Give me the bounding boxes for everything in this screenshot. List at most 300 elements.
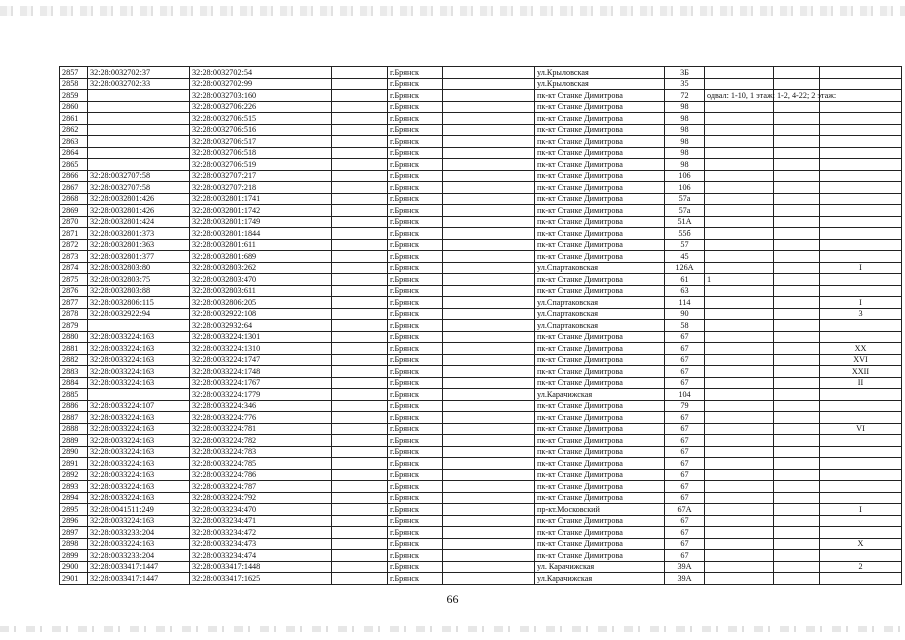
unit-cell: I — [820, 504, 902, 516]
parcel-cadastral-number: 32:28:0041511:249 — [88, 504, 190, 516]
city-cell: г.Брянск — [388, 124, 443, 136]
blank-column — [332, 262, 388, 274]
house-number-cell: 72 — [665, 90, 705, 102]
city-cell: г.Брянск — [388, 515, 443, 527]
city-cell: г.Брянск — [388, 101, 443, 113]
blank-column-2 — [443, 170, 535, 182]
city-cell: г.Брянск — [388, 285, 443, 297]
row-number: 2886 — [60, 400, 88, 412]
row-number: 2865 — [60, 159, 88, 171]
blank-column-2 — [443, 78, 535, 90]
blank-column-2 — [443, 515, 535, 527]
house-number-cell: 67 — [665, 515, 705, 527]
blank-column-2 — [443, 481, 535, 493]
unit-cell — [820, 458, 902, 470]
parcel-cadastral-number — [88, 136, 190, 148]
street-cell: пк-кт Станке Димитрова — [535, 538, 665, 550]
table-row — [60, 435, 902, 447]
blank-column-2 — [443, 274, 535, 286]
street-cell: пк-кт Станке Димитрова — [535, 170, 665, 182]
blank-column-3 — [774, 354, 820, 366]
blank-column-3 — [774, 320, 820, 332]
row-number: 2864 — [60, 147, 88, 159]
blank-column-2 — [443, 492, 535, 504]
object-cadastral-number: 32:28:0033224:787 — [190, 481, 332, 493]
row-number: 2867 — [60, 182, 88, 194]
row-number: 2879 — [60, 320, 88, 332]
blank-column-3 — [774, 78, 820, 90]
room-cell — [705, 458, 774, 470]
city-cell: г.Брянск — [388, 170, 443, 182]
house-number-cell: 98 — [665, 101, 705, 113]
room-cell — [705, 469, 774, 481]
city-cell: г.Брянск — [388, 216, 443, 228]
row-number: 2892 — [60, 469, 88, 481]
parcel-cadastral-number — [88, 90, 190, 102]
object-cadastral-number: 32:28:0032932:64 — [190, 320, 332, 332]
city-cell: г.Брянск — [388, 159, 443, 171]
object-cadastral-number: 32:28:0032922:108 — [190, 308, 332, 320]
room-cell — [705, 159, 774, 171]
blank-column-3 — [774, 527, 820, 539]
room-cell — [705, 308, 774, 320]
unit-cell: XX — [820, 343, 902, 355]
parcel-cadastral-number: 32:28:0032702:37 — [88, 67, 190, 79]
row-number: 2890 — [60, 446, 88, 458]
blank-column — [332, 331, 388, 343]
room-cell — [705, 170, 774, 182]
blank-column — [332, 481, 388, 493]
parcel-cadastral-number — [88, 113, 190, 125]
street-cell: пк-кт Станке Димитрова — [535, 124, 665, 136]
row-number: 2900 — [60, 561, 88, 573]
table-row — [60, 228, 902, 240]
blank-column — [332, 67, 388, 79]
row-number: 2901 — [60, 573, 88, 585]
city-cell: г.Брянск — [388, 538, 443, 550]
street-cell: ул. Карачижская — [535, 561, 665, 573]
object-cadastral-number: 32:28:0032702:54 — [190, 67, 332, 79]
room-cell — [705, 147, 774, 159]
unit-cell — [820, 113, 902, 125]
row-number: 2899 — [60, 550, 88, 562]
blank-column-3 — [774, 216, 820, 228]
blank-column-3 — [774, 504, 820, 516]
table-row — [60, 67, 902, 79]
city-cell: г.Брянск — [388, 320, 443, 332]
row-number: 2868 — [60, 193, 88, 205]
city-cell: г.Брянск — [388, 550, 443, 562]
register-rows — [60, 67, 902, 585]
blank-column-2 — [443, 458, 535, 470]
object-cadastral-number: 32:28:0032706:226 — [190, 101, 332, 113]
unit-cell — [820, 331, 902, 343]
blank-column — [332, 78, 388, 90]
blank-column-3 — [774, 458, 820, 470]
row-number: 2889 — [60, 435, 88, 447]
table-row — [60, 90, 902, 102]
blank-column-3 — [774, 193, 820, 205]
object-cadastral-number: 32:28:0032803:470 — [190, 274, 332, 286]
blank-column — [332, 504, 388, 516]
object-cadastral-number: 32:28:0032706:515 — [190, 113, 332, 125]
table-row — [60, 492, 902, 504]
house-number-cell: 55б — [665, 228, 705, 240]
street-cell: пк-кт Станке Димитрова — [535, 481, 665, 493]
blank-column-2 — [443, 377, 535, 389]
row-number: 2863 — [60, 136, 88, 148]
blank-column — [332, 389, 388, 401]
object-cadastral-number: 32:28:0033234:472 — [190, 527, 332, 539]
unit-cell — [820, 527, 902, 539]
table-row — [60, 297, 902, 309]
street-cell: пк-кт Станке Димитрова — [535, 228, 665, 240]
unit-cell: X — [820, 538, 902, 550]
house-number-cell: 67 — [665, 354, 705, 366]
parcel-cadastral-number: 32:28:0032801:426 — [88, 205, 190, 217]
blank-column — [332, 216, 388, 228]
blank-column-2 — [443, 205, 535, 217]
object-cadastral-number: 32:28:0032803:262 — [190, 262, 332, 274]
room-cell — [705, 561, 774, 573]
house-number-cell: 67 — [665, 550, 705, 562]
blank-column-3 — [774, 435, 820, 447]
room-cell — [705, 228, 774, 240]
unit-cell — [820, 446, 902, 458]
object-cadastral-number: 32:28:0032707:217 — [190, 170, 332, 182]
room-cell — [705, 504, 774, 516]
blank-column-3 — [774, 469, 820, 481]
blank-column-2 — [443, 446, 535, 458]
room-cell — [705, 538, 774, 550]
street-cell: пк-кт Станке Димитрова — [535, 366, 665, 378]
room-cell — [705, 262, 774, 274]
city-cell: г.Брянск — [388, 458, 443, 470]
table-row — [60, 320, 902, 332]
blank-column — [332, 113, 388, 125]
blank-column — [332, 159, 388, 171]
object-cadastral-number: 32:28:0033417:1625 — [190, 573, 332, 585]
blank-column-2 — [443, 354, 535, 366]
room-cell — [705, 389, 774, 401]
parcel-cadastral-number: 32:28:0033224:163 — [88, 377, 190, 389]
blank-column — [332, 285, 388, 297]
parcel-cadastral-number: 32:28:0033224:163 — [88, 354, 190, 366]
object-cadastral-number: 32:28:0033224:1747 — [190, 354, 332, 366]
row-number: 2876 — [60, 285, 88, 297]
city-cell: г.Брянск — [388, 147, 443, 159]
parcel-cadastral-number: 32:28:0033224:163 — [88, 492, 190, 504]
city-cell: г.Брянск — [388, 67, 443, 79]
unit-cell — [820, 67, 902, 79]
blank-column — [332, 573, 388, 585]
street-cell: пк-кт Станке Димитрова — [535, 492, 665, 504]
blank-column-3 — [774, 67, 820, 79]
blank-column-2 — [443, 366, 535, 378]
blank-column-2 — [443, 412, 535, 424]
street-cell: пк-кт Станке Димитрова — [535, 205, 665, 217]
blank-column-3 — [774, 561, 820, 573]
street-cell: пк-кт Станке Димитрова — [535, 331, 665, 343]
blank-column — [332, 239, 388, 251]
city-cell: г.Брянск — [388, 412, 443, 424]
blank-column-3 — [774, 308, 820, 320]
city-cell: г.Брянск — [388, 239, 443, 251]
object-cadastral-number: 32:28:0033234:473 — [190, 538, 332, 550]
table-row — [60, 182, 902, 194]
street-cell: пк-кт Станке Димитрова — [535, 239, 665, 251]
parcel-cadastral-number: 32:28:0032803:80 — [88, 262, 190, 274]
blank-column-2 — [443, 331, 535, 343]
parcel-cadastral-number: 32:28:0032806:115 — [88, 297, 190, 309]
table-row — [60, 262, 902, 274]
street-cell: пк-кт Станке Димитрова — [535, 101, 665, 113]
room-cell — [705, 366, 774, 378]
room-cell — [705, 550, 774, 562]
city-cell: г.Брянск — [388, 113, 443, 125]
table-row — [60, 573, 902, 585]
house-number-cell: 45 — [665, 251, 705, 263]
blank-column-2 — [443, 400, 535, 412]
blank-column-2 — [443, 389, 535, 401]
row-number: 2894 — [60, 492, 88, 504]
blank-column-3 — [774, 251, 820, 263]
unit-cell — [820, 320, 902, 332]
city-cell: г.Брянск — [388, 435, 443, 447]
object-cadastral-number: 32:28:0033224:1767 — [190, 377, 332, 389]
blank-column-3 — [774, 182, 820, 194]
table-row — [60, 538, 902, 550]
city-cell: г.Брянск — [388, 366, 443, 378]
house-number-cell: 35 — [665, 78, 705, 90]
table-row — [60, 274, 902, 286]
blank-column — [332, 136, 388, 148]
blank-column-3 — [774, 412, 820, 424]
object-cadastral-number: 32:28:0032801:1844 — [190, 228, 332, 240]
blank-column — [332, 366, 388, 378]
table-row — [60, 527, 902, 539]
parcel-cadastral-number — [88, 320, 190, 332]
street-cell: пк-кт Станке Димитрова — [535, 435, 665, 447]
parcel-cadastral-number — [88, 101, 190, 113]
row-number: 2866 — [60, 170, 88, 182]
blank-column — [332, 193, 388, 205]
row-number: 2896 — [60, 515, 88, 527]
object-cadastral-number: 32:28:0032703:160 — [190, 90, 332, 102]
street-cell: ул.Карачижская — [535, 573, 665, 585]
street-cell: ул.Крыловская — [535, 67, 665, 79]
unit-cell — [820, 573, 902, 585]
table-row — [60, 423, 902, 435]
parcel-cadastral-number: 32:28:0032803:75 — [88, 274, 190, 286]
object-cadastral-number: 32:28:0033224:786 — [190, 469, 332, 481]
unit-cell — [820, 193, 902, 205]
table-row — [60, 331, 902, 343]
unit-cell — [820, 239, 902, 251]
street-cell: пк-кт Станке Димитрова — [535, 90, 665, 102]
house-number-cell: 98 — [665, 136, 705, 148]
blank-column-3 — [774, 515, 820, 527]
blank-column-2 — [443, 469, 535, 481]
table-row — [60, 147, 902, 159]
object-cadastral-number: 32:28:0032806:205 — [190, 297, 332, 309]
blank-column-2 — [443, 159, 535, 171]
table-row — [60, 124, 902, 136]
table-row — [60, 343, 902, 355]
table-row — [60, 285, 902, 297]
object-cadastral-number: 32:28:0032702:99 — [190, 78, 332, 90]
blank-column-3 — [774, 377, 820, 389]
blank-column — [332, 492, 388, 504]
object-cadastral-number: 32:28:0033224:781 — [190, 423, 332, 435]
room-cell — [705, 239, 774, 251]
unit-cell — [820, 182, 902, 194]
blank-column — [332, 400, 388, 412]
blank-column-3 — [774, 481, 820, 493]
blank-column-3 — [774, 262, 820, 274]
row-number: 2897 — [60, 527, 88, 539]
row-number: 2881 — [60, 343, 88, 355]
unit-cell — [820, 147, 902, 159]
blank-column-2 — [443, 320, 535, 332]
blank-column — [332, 182, 388, 194]
blank-column-3 — [774, 147, 820, 159]
blank-column — [332, 412, 388, 424]
row-number: 2877 — [60, 297, 88, 309]
object-cadastral-number: 32:28:0032706:518 — [190, 147, 332, 159]
row-number: 2858 — [60, 78, 88, 90]
city-cell: г.Брянск — [388, 90, 443, 102]
blank-column-3 — [774, 573, 820, 585]
street-cell: пк-кт Станке Димитрова — [535, 400, 665, 412]
room-cell — [705, 101, 774, 113]
house-number-cell: 61 — [665, 274, 705, 286]
room-cell — [705, 113, 774, 125]
row-number: 2874 — [60, 262, 88, 274]
blank-column-2 — [443, 90, 535, 102]
blank-column — [332, 515, 388, 527]
blank-column-3 — [774, 205, 820, 217]
room-cell — [705, 492, 774, 504]
house-number-cell: 98 — [665, 124, 705, 136]
row-number: 2884 — [60, 377, 88, 389]
unit-cell — [820, 492, 902, 504]
row-number: 2872 — [60, 239, 88, 251]
parcel-cadastral-number: 32:28:0033224:107 — [88, 400, 190, 412]
object-cadastral-number: 32:28:0033224:1310 — [190, 343, 332, 355]
house-number-cell: 67 — [665, 435, 705, 447]
room-cell — [705, 446, 774, 458]
city-cell: г.Брянск — [388, 354, 443, 366]
row-number: 2888 — [60, 423, 88, 435]
house-number-cell: 106 — [665, 182, 705, 194]
street-cell: пк-кт Станке Димитрова — [535, 377, 665, 389]
city-cell: г.Брянск — [388, 297, 443, 309]
table-row — [60, 193, 902, 205]
table-row — [60, 136, 902, 148]
unit-cell — [820, 216, 902, 228]
unit-cell — [820, 251, 902, 263]
street-cell: пк-кт Станке Димитрова — [535, 446, 665, 458]
house-number-cell: 67 — [665, 527, 705, 539]
city-cell: г.Брянск — [388, 182, 443, 194]
blank-column-3 — [774, 136, 820, 148]
street-cell: пк-кт Станке Димитрова — [535, 423, 665, 435]
blank-column-3 — [774, 389, 820, 401]
house-number-cell: 3Б — [665, 67, 705, 79]
object-cadastral-number: 32:28:0032707:218 — [190, 182, 332, 194]
blank-column-2 — [443, 113, 535, 125]
house-number-cell: 67 — [665, 538, 705, 550]
street-cell: пк-кт Станке Димитрова — [535, 354, 665, 366]
table-row — [60, 481, 902, 493]
table-row — [60, 366, 902, 378]
city-cell: г.Брянск — [388, 504, 443, 516]
room-cell — [705, 320, 774, 332]
room-cell — [705, 573, 774, 585]
row-number: 2891 — [60, 458, 88, 470]
room-cell — [705, 515, 774, 527]
blank-column — [332, 308, 388, 320]
house-number-cell: 114 — [665, 297, 705, 309]
room-cell — [705, 527, 774, 539]
row-number: 2859 — [60, 90, 88, 102]
unit-cell — [820, 205, 902, 217]
blank-column-3 — [774, 492, 820, 504]
object-cadastral-number: 32:28:0032803:611 — [190, 285, 332, 297]
blank-column-3 — [774, 343, 820, 355]
street-cell: пк-кт Станке Димитрова — [535, 159, 665, 171]
blank-column-3 — [774, 239, 820, 251]
blank-column-3 — [774, 285, 820, 297]
blank-column — [332, 377, 388, 389]
city-cell: г.Брянск — [388, 377, 443, 389]
table-row — [60, 159, 902, 171]
blank-column-2 — [443, 285, 535, 297]
blank-column — [332, 297, 388, 309]
room-cell — [705, 331, 774, 343]
blank-column-3 — [774, 331, 820, 343]
house-number-cell: 58 — [665, 320, 705, 332]
street-cell: ул.Карачижская — [535, 389, 665, 401]
row-number: 2885 — [60, 389, 88, 401]
blank-column-3 — [774, 159, 820, 171]
row-number: 2870 — [60, 216, 88, 228]
house-number-cell: 67 — [665, 366, 705, 378]
blank-column — [332, 354, 388, 366]
unit-cell — [820, 515, 902, 527]
house-number-cell: 67 — [665, 469, 705, 481]
unit-cell — [820, 228, 902, 240]
blank-column-2 — [443, 308, 535, 320]
blank-column — [332, 423, 388, 435]
room-cell — [705, 377, 774, 389]
blank-column — [332, 124, 388, 136]
street-cell: ул.Спартаковская — [535, 262, 665, 274]
street-cell: пк-кт Станке Димитрова — [535, 274, 665, 286]
blank-column-2 — [443, 67, 535, 79]
city-cell: г.Брянск — [388, 481, 443, 493]
blank-column-2 — [443, 527, 535, 539]
house-number-cell: 57а — [665, 205, 705, 217]
unit-cell: 3 — [820, 308, 902, 320]
unit-cell: 2 — [820, 561, 902, 573]
unit-cell — [820, 78, 902, 90]
city-cell: г.Брянск — [388, 423, 443, 435]
house-number-cell: 90 — [665, 308, 705, 320]
parcel-cadastral-number: 32:28:0033224:163 — [88, 538, 190, 550]
street-cell: ул.Спартаковская — [535, 308, 665, 320]
